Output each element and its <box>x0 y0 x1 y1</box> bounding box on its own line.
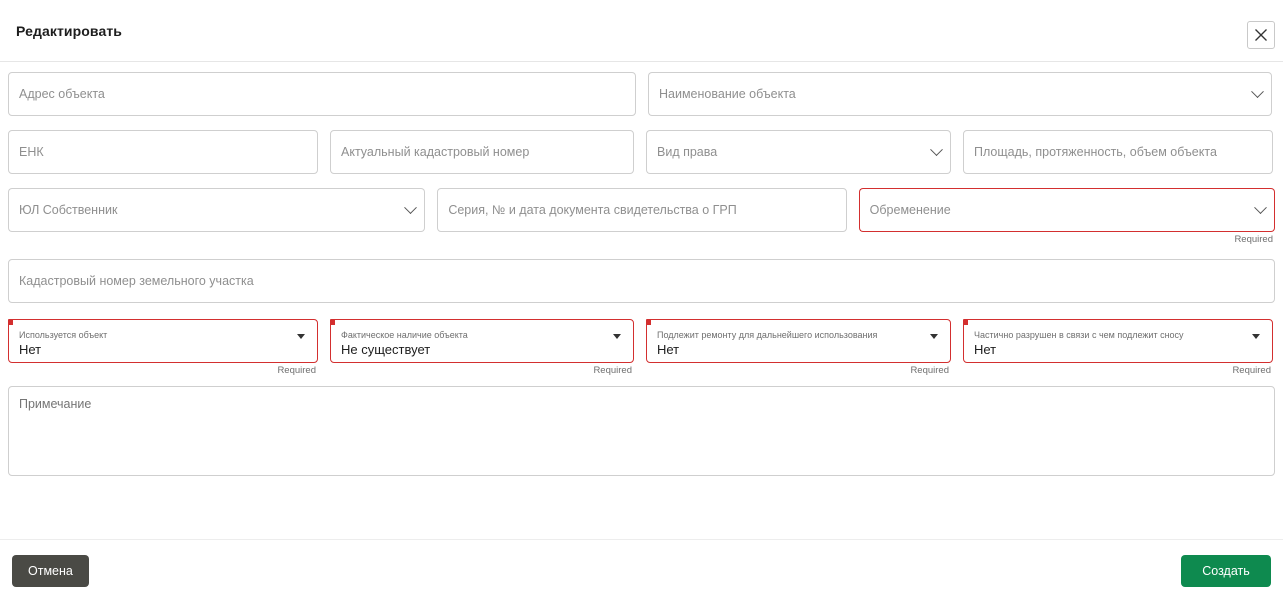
enk-placeholder: ЕНК <box>19 145 44 159</box>
chevron-down-icon[interactable] <box>397 188 425 232</box>
object-name-input[interactable] <box>648 72 1244 116</box>
field-right-type <box>646 130 951 174</box>
encumbrance-placeholder: Обременение <box>869 203 951 217</box>
field-partially-destroyed <box>963 319 1273 376</box>
field-area <box>963 130 1273 174</box>
land-cadastral-input[interactable] <box>8 259 1275 303</box>
address-placeholder: Адрес объекта <box>19 87 105 101</box>
field-object-name <box>648 72 1272 116</box>
caret-down-icon[interactable] <box>930 339 938 353</box>
field-actual-presence <box>330 319 634 376</box>
cadastral-current-placeholder: Актуальный кадастровый номер <box>341 145 530 159</box>
encumbrance-required-note: Required <box>1234 234 1273 245</box>
actual-presence-value: Не существует <box>341 341 431 357</box>
caret-down-icon[interactable] <box>297 339 305 353</box>
field-land-cadastral <box>8 259 1275 303</box>
needs-repair-required-note: Required <box>910 365 949 376</box>
dialog-body <box>0 62 1283 539</box>
grp-doc-placeholder: Серия, № и дата документа свидетельства о ГРП <box>448 203 737 217</box>
field-grp-doc <box>437 188 846 232</box>
needs-repair-select[interactable] <box>646 319 951 363</box>
right-type-placeholder: Вид права <box>657 145 718 159</box>
actual-presence-select[interactable] <box>330 319 634 363</box>
encumbrance-input[interactable] <box>859 188 1247 232</box>
chevron-down-icon[interactable] <box>1247 188 1275 232</box>
required-marker-icon <box>963 319 968 325</box>
field-cadastral-current <box>330 130 634 174</box>
partially-destroyed-value: Нет <box>974 341 997 357</box>
field-in-use <box>8 319 318 376</box>
required-marker-icon <box>646 319 651 325</box>
in-use-select[interactable] <box>8 319 318 363</box>
form-row-1 <box>8 72 1275 116</box>
chevron-down-icon[interactable] <box>923 130 951 174</box>
in-use-value: Нет <box>19 341 42 357</box>
field-owner <box>8 188 425 232</box>
page-title: Редактировать <box>16 22 122 39</box>
in-use-label: Используется объект <box>19 329 108 340</box>
form-row-6 <box>8 386 1275 476</box>
form-row-5 <box>8 319 1275 376</box>
field-needs-repair <box>646 319 951 376</box>
enk-input[interactable] <box>8 130 318 174</box>
caret-down-icon[interactable] <box>1252 339 1260 353</box>
actual-presence-required-note: Required <box>593 365 632 376</box>
actual-presence-label: Фактическое наличие объекта <box>341 329 468 340</box>
partially-destroyed-label: Частично разрушен в связи с чем подлежит сносу <box>974 329 1184 340</box>
owner-placeholder: ЮЛ Собственник <box>19 203 118 217</box>
form-row-3 <box>8 188 1275 245</box>
form-row-4 <box>8 259 1275 303</box>
required-marker-icon <box>8 319 13 325</box>
owner-input[interactable] <box>8 188 397 232</box>
land-cadastral-placeholder: Кадастровый номер земельного участка <box>19 274 254 288</box>
in-use-required-note: Required <box>277 365 316 376</box>
partially-destroyed-select[interactable] <box>963 319 1273 363</box>
partially-destroyed-required-note: Required <box>1232 365 1271 376</box>
field-note <box>8 386 1275 476</box>
close-icon[interactable] <box>1247 21 1275 49</box>
field-encumbrance <box>859 188 1275 245</box>
dialog-footer <box>0 539 1283 601</box>
area-input[interactable] <box>963 130 1273 174</box>
dialog-header <box>0 0 1283 62</box>
note-textarea[interactable] <box>8 386 1275 476</box>
right-type-input[interactable] <box>646 130 923 174</box>
caret-down-icon[interactable] <box>613 339 621 353</box>
cadastral-current-input[interactable] <box>330 130 634 174</box>
required-marker-icon <box>330 319 335 325</box>
object-name-placeholder: Наименование объекта <box>659 87 796 101</box>
area-placeholder: Площадь, протяженность, объем объекта <box>974 145 1217 159</box>
chevron-down-icon[interactable] <box>1244 72 1272 116</box>
needs-repair-value: Нет <box>657 341 680 357</box>
address-input[interactable] <box>8 72 636 116</box>
field-enk <box>8 130 318 174</box>
form-row-2 <box>8 130 1275 174</box>
field-address <box>8 72 636 116</box>
submit-button[interactable]: Создать <box>1181 555 1271 587</box>
needs-repair-label: Подлежит ремонту для дальнейшего использования <box>657 329 878 340</box>
grp-doc-input[interactable] <box>437 188 846 232</box>
cancel-button[interactable]: Отмена <box>12 555 89 587</box>
